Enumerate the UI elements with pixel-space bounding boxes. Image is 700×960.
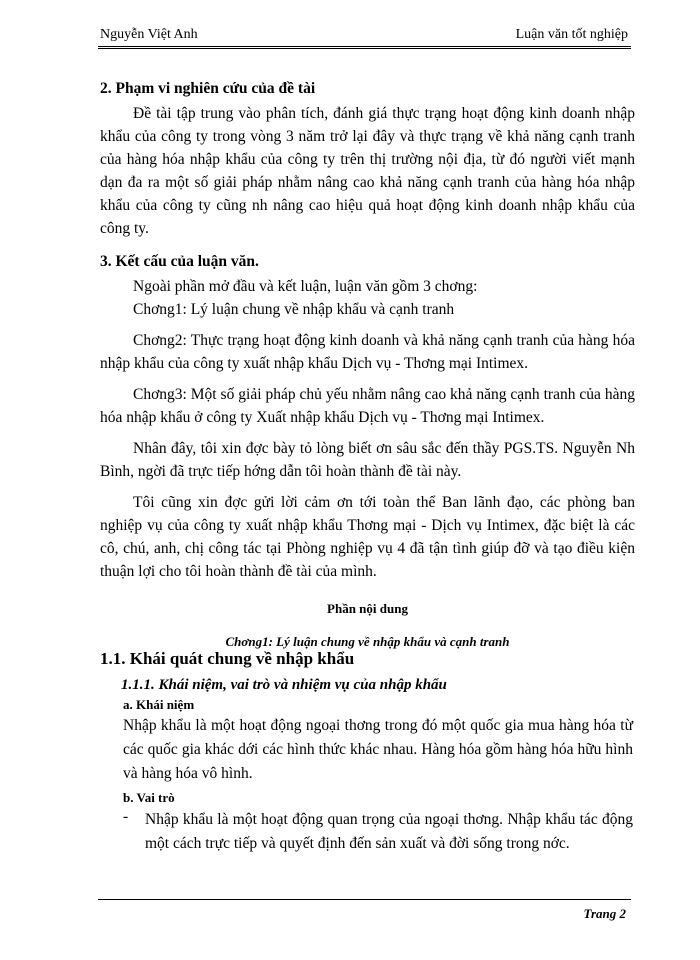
header-divider-2: [98, 48, 631, 49]
section-3-title: 3. Kết cấu của luận văn.: [100, 253, 259, 270]
bullet-marker: -: [123, 808, 129, 825]
footer-divider: [98, 899, 631, 900]
section-2-title: 2. Phạm vi nghiên cứu của đề tài: [100, 80, 316, 97]
section-2-paragraph: Đề tài tập trung vào phân tích, đánh giá thực trạng hoạt động kinh doanh nhập khẩu của công ty trong vòng 3 năm trở lại đây và thực trạng về khả năng cạnh tranh của hàng hóa nhập khẩu của công ty trên thị trường nội địa, từ đó người viết mạnh dạn đa ra một số giải pháp nhằm nâng cao khả năng cạnh tranh của hàng hóa nhập khẩu của công ty cũng nh nâng cao hiệu quả hoạt động kinh doanh nhập khẩu của công ty.: [100, 105, 635, 237]
section-1-1-1-title: 1.1.1. Khái niệm, vai trò và nhiệm vụ của nhập khẩu: [121, 677, 447, 693]
page-header: [100, 27, 628, 43]
chapter-3-summary: Chơng3: Một số giải pháp chủ yếu nhằm nâng cao khả năng cạnh tranh của hàng hóa nhập khẩu ở công ty Xuất nhập khẩu Dịch vụ - Thơng mại Intimex.: [100, 386, 635, 426]
header-doc-type: Luận văn tốt nghiệp: [515, 27, 628, 42]
page-number: Trang 2: [583, 906, 626, 921]
subsection-a-title: a. Khái niệm: [123, 697, 195, 712]
subsection-b-title: b. Vai trò: [123, 790, 175, 805]
chapter-2-summary: Chơng2: Thực trạng hoạt động kinh doanh và khả năng cạnh tranh của hàng hóa nhập khẩu của công ty xuất nhập khẩu Dịch vụ - Thơng mại Intimex.: [100, 332, 635, 372]
header-divider: [98, 46, 631, 47]
chapter-1-summary: Chơng1: Lý luận chung về nhập khẩu và cạnh tranh: [133, 301, 455, 318]
main-content: [100, 77, 635, 653]
subsection-a-text: Nhập khẩu là một hoạt động ngoại thơng trong đó một quốc gia mua hàng hóa từ các quốc gia khác dới các hình thức khác nhau. Hàng hóa gồm hàng hóa hữu hình và hàng hóa vô hình.: [123, 717, 633, 782]
structure-intro: Ngoài phần mở đầu và kết luận, luận văn gồm 3 chơng:: [133, 278, 478, 295]
section-1-1-title: 1.1. Khái quát chung về nhập khẩu: [100, 649, 355, 668]
part-title: Phần nội dung: [327, 601, 408, 616]
acknowledgement-1: Nhân đây, tôi xin đợc bày tỏ lòng biết ơn sâu sắc đến thầy PGS.TS. Nguyễn Nh Bình, ngời đã trực tiếp hớng dẫn tôi hoàn thành đề tài này.: [100, 440, 635, 480]
chapter-title: Chơng1: Lý luận chung về nhập khẩu và cạnh tranh: [225, 634, 510, 649]
acknowledgement-2: Tôi cũng xin đợc gửi lời cảm ơn tới toàn thể Ban lãnh đạo, các phòng ban nghiệp vụ của công ty xuất nhập khẩu Thơng mại - Dịch vụ Intimex, đặc biệt là các cô, chú, anh, chị công tác tại Phòng nghiệp vụ 4 đã tận tình giúp đỡ và tạo điều kiện thuận lợi cho tôi hoàn thành đề tài của mình.: [100, 494, 635, 580]
header-author: Nguyễn Việt Anh: [100, 27, 198, 42]
subsection-b-text: Nhập khẩu là một hoạt động quan trọng của ngoại thơng. Nhập khẩu tác động một cách trực tiếp và quyết định đến sản xuất và đời sống trong nớc.: [145, 811, 633, 852]
